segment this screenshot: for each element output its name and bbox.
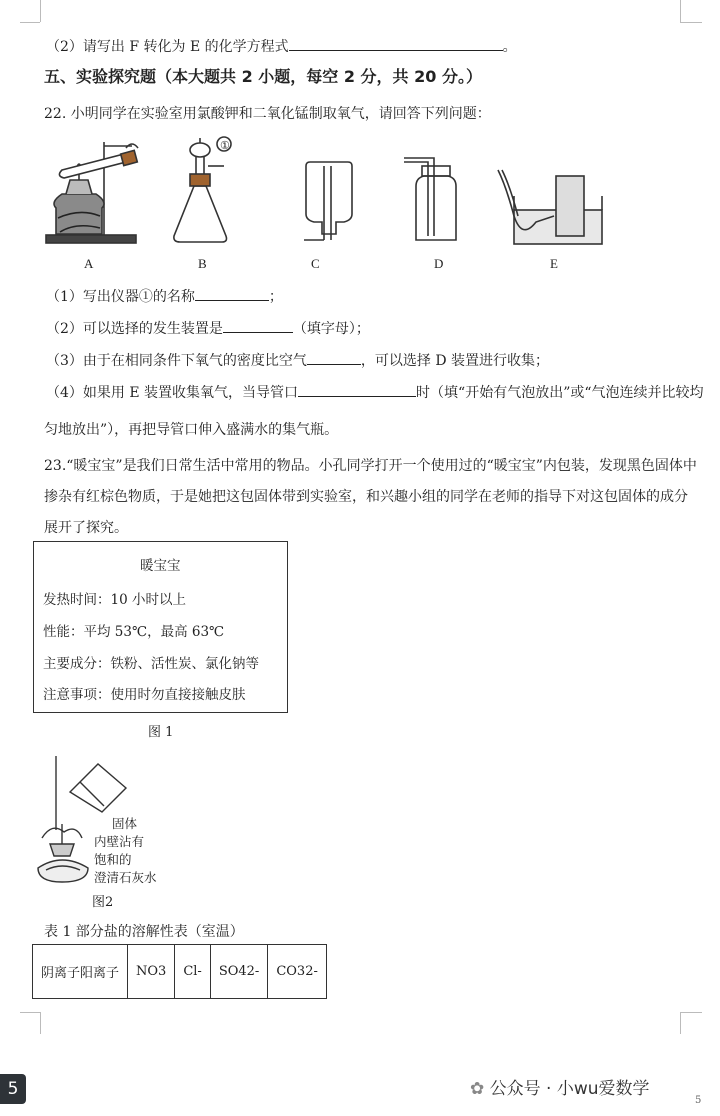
apparatus-d-figure (404, 158, 456, 240)
answer-blank (195, 286, 269, 301)
q23-line1: 23.“暖宝宝”是我们日常生活中常用的物品。小孔同学打开一个使用过的“暖宝宝”内包装，发现黑色固体中 (44, 458, 697, 474)
corner-mark (680, 1012, 681, 1034)
table-row (33, 945, 327, 999)
box-row-performance: 性能：平均 53℃，最高 63℃ (43, 624, 225, 640)
watermark (470, 1074, 650, 1099)
section-title: 五、实验探究题（本大题共 2 小题，每空 2 分，共 20 分。） (44, 67, 482, 86)
q21-part2-text: （2）请写出 F 转化为 E 的化学方程式 (46, 39, 289, 55)
figure-2-caption: 图2 (92, 895, 114, 910)
table-header-carbonate: CO32- (268, 945, 327, 999)
fig2-label-solid: 固体 (112, 816, 138, 831)
q22-part1-text: （1）写出仪器①的名称 (46, 289, 195, 305)
q23-line2: 掺杂有红棕色物质，于是她把这包固体带到实验室，和兴趣小组的同学在老师的指导下对这包固体的成分 (44, 489, 688, 505)
answer-blank (223, 318, 293, 333)
box-title: 暖宝宝 (140, 558, 181, 574)
wechat-icon: ✿ (470, 1079, 485, 1099)
q23-line3: 展开了探究。 (44, 520, 128, 536)
table-corner-header: 阴离子阳离子 (33, 945, 128, 999)
q22-part2 (46, 318, 370, 339)
page-number-badge: 5 (0, 1074, 26, 1104)
fig2-label-limewater: 澄清石灰水 (94, 870, 157, 885)
box-row-heating-time: 发热时间：10 小时以上 (43, 592, 186, 608)
apparatus-c-figure (304, 162, 352, 240)
answer-blank (298, 382, 416, 397)
q21-part2 (46, 36, 517, 57)
corner-mark (680, 22, 702, 23)
fig2-label-inner-wall: 内壁沾有 (94, 834, 145, 849)
apparatus-a-figure (46, 142, 138, 243)
apparatus-b-figure (174, 137, 231, 242)
q22-part4-end: 时（填“开始有气泡放出”或“气泡连续并比较均 (416, 385, 704, 401)
corner-mark (20, 1012, 40, 1013)
q22-part4-line2: 匀地放出”），再把导管口伸入盛满水的集气瓶。 (44, 422, 339, 438)
solubility-table (32, 944, 327, 999)
q22-part4 (46, 382, 704, 403)
q22-part2-end: （填字母）； (292, 321, 370, 337)
q22-part3-end: ，可以选择 D 装置进行收集； (360, 353, 550, 369)
svg-text:①: ① (220, 139, 230, 152)
box-row-caution: 注意事项：使用时勿直接接触皮肤 (43, 687, 246, 703)
q21-part2-end: 。 (502, 39, 517, 55)
table-header-chloride: Cl- (175, 945, 211, 999)
box-row-ingredients: 主要成分：铁粉、活性炭、氯化钠等 (43, 656, 259, 672)
apparatus-figure (36, 136, 616, 276)
q22-part1 (46, 286, 283, 307)
watermark-text: 公众号 · 小wu爱数学 (489, 1079, 650, 1099)
q22-part3 (46, 350, 549, 371)
table-header-nitrate: NO3 (128, 945, 175, 999)
apparatus-a-label: A (84, 256, 94, 271)
corner-mark (680, 0, 681, 22)
figure-1-caption: 图 1 (148, 725, 174, 740)
q22-part4-text: （4）如果用 E 装置收集氧气，当导管口 (46, 385, 299, 401)
q22-stem: 22. 小明同学在实验室用氯酸钾和二氧化锰制取氧气，请回答下列问题： (44, 106, 491, 122)
q22-part3-text: （3）由于在相同条件下氧气的密度比空气 (46, 353, 307, 369)
apparatus-b-label: B (198, 256, 207, 271)
corner-mark (680, 1012, 702, 1013)
corner-mark (20, 0, 40, 23)
apparatus-c-label: C (311, 256, 320, 271)
corner-mark (40, 1012, 41, 1034)
answer-blank (289, 36, 503, 51)
page-number: 5 (695, 1095, 702, 1106)
apparatus-e-label: E (550, 256, 558, 271)
apparatus-d-label: D (434, 256, 444, 271)
table-header-sulfate: SO42- (210, 945, 268, 999)
fig2-label-saturated: 饱和的 (94, 852, 132, 867)
table-caption: 表 1 部分盐的溶解性表（室温） (44, 924, 244, 940)
answer-blank (307, 350, 361, 365)
q22-part2-text: （2）可以选择的发生装置是 (46, 321, 223, 337)
q22-part1-end: ； (268, 289, 283, 305)
corner-mark (40, 0, 41, 22)
hand-warmer-info-box (33, 541, 288, 713)
apparatus-e-figure (498, 170, 602, 244)
